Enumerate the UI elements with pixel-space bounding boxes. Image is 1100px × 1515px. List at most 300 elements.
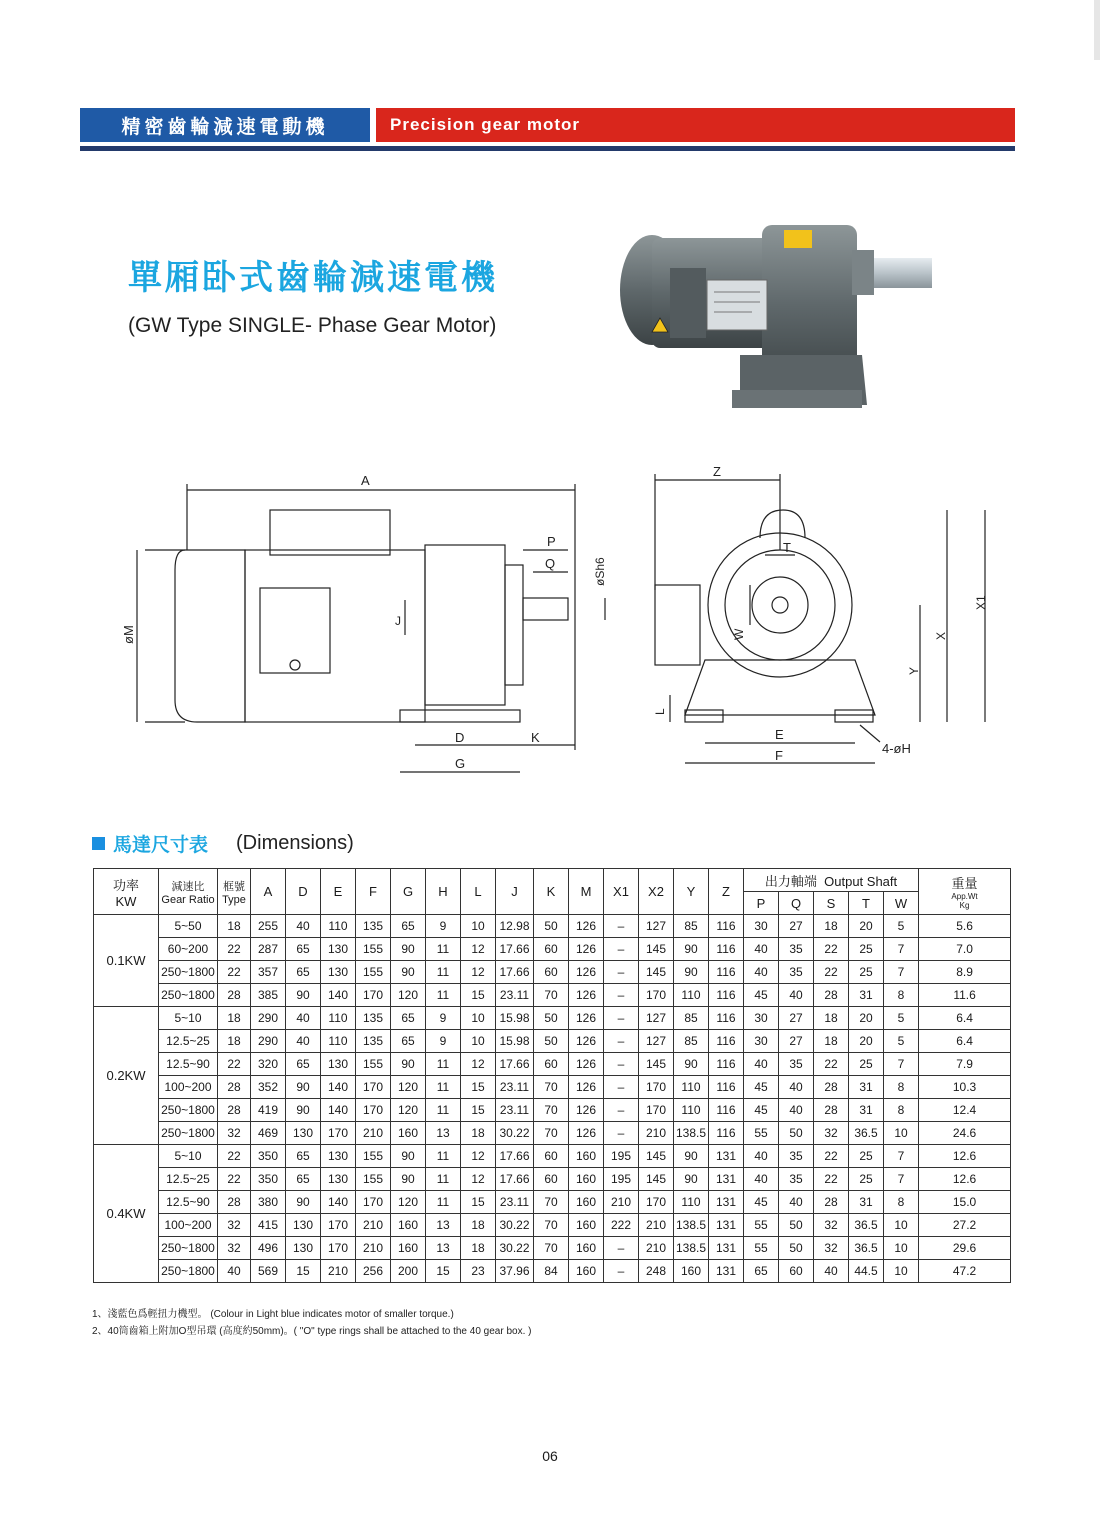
- table-cell: 55: [744, 1214, 779, 1237]
- table-row: [94, 938, 1011, 961]
- table-cell: 160: [569, 1145, 604, 1168]
- front-view: [653, 464, 988, 763]
- table-cell: 90: [674, 1053, 709, 1076]
- table-cell: 23.11: [496, 1099, 534, 1122]
- table-cell: 90: [286, 1191, 321, 1214]
- table-cell: 12.5~90: [159, 1191, 218, 1214]
- table-cell: 17.66: [496, 1145, 534, 1168]
- table-cell: 210: [639, 1122, 674, 1145]
- table-cell: 35: [779, 1053, 814, 1076]
- table-cell: 116: [709, 984, 744, 1007]
- table-cell: 210: [639, 1214, 674, 1237]
- table-row: [94, 1214, 1011, 1237]
- table-cell: 15.98: [496, 1007, 534, 1030]
- table-cell: 31: [849, 1076, 884, 1099]
- table-cell: –: [604, 1053, 639, 1076]
- table-cell: 116: [709, 961, 744, 984]
- table-cell: 210: [321, 1260, 356, 1283]
- label-e: E: [775, 727, 784, 742]
- table-cell: 50: [779, 1214, 814, 1237]
- table-cell: 210: [639, 1237, 674, 1260]
- footnote-1: 1、淺藍色爲輕扭力機型。 (Colour in Light blue indicates motor of smaller torque.): [92, 1309, 454, 1320]
- table-cell: 222: [604, 1214, 639, 1237]
- table-cell: 415: [251, 1214, 286, 1237]
- table-row: [94, 1168, 1011, 1191]
- table-cell: 350: [251, 1145, 286, 1168]
- table-cell: 22: [218, 938, 251, 961]
- table-cell: –: [604, 1076, 639, 1099]
- table-cell: 28: [218, 984, 251, 1007]
- table-cell: 116: [709, 1030, 744, 1053]
- table-cell: 12: [461, 1145, 496, 1168]
- table-cell: 116: [709, 1007, 744, 1030]
- table-cell: 12.6: [919, 1145, 1011, 1168]
- table-cell: 145: [639, 1168, 674, 1191]
- table-cell: 28: [218, 1191, 251, 1214]
- table-cell: 18: [218, 915, 251, 938]
- table-cell: 35: [779, 961, 814, 984]
- table-cell: 40: [744, 1053, 779, 1076]
- table-cell: 23.11: [496, 984, 534, 1007]
- table-cell: 126: [569, 1053, 604, 1076]
- table-cell: 30.22: [496, 1122, 534, 1145]
- table-cell: 40: [779, 1099, 814, 1122]
- table-cell: 110: [321, 1007, 356, 1030]
- header-p: P: [744, 892, 779, 915]
- table-cell: 37.96: [496, 1260, 534, 1283]
- table-cell: 9: [426, 1030, 461, 1053]
- table-cell: 55: [744, 1122, 779, 1145]
- table-cell: 50: [779, 1237, 814, 1260]
- table-cell: 32: [218, 1214, 251, 1237]
- table-cell: 65: [391, 915, 426, 938]
- table-cell: 170: [356, 1076, 391, 1099]
- table-cell: 23: [461, 1260, 496, 1283]
- table-cell: 23.11: [496, 1191, 534, 1214]
- table-cell: 138.5: [674, 1214, 709, 1237]
- table-cell: –: [604, 984, 639, 1007]
- table-cell: 131: [709, 1145, 744, 1168]
- table-cell: 200: [391, 1260, 426, 1283]
- label-l: L: [653, 708, 667, 715]
- table-cell: 28: [814, 1191, 849, 1214]
- table-cell: 35: [779, 1145, 814, 1168]
- table-cell: 11: [426, 1168, 461, 1191]
- table-cell: 250~1800: [159, 1237, 218, 1260]
- table-row: [94, 1076, 1011, 1099]
- header-h: H: [426, 869, 461, 915]
- table-cell: 30: [744, 915, 779, 938]
- table-cell: 31: [849, 984, 884, 1007]
- dimensions-title-en: (Dimensions): [236, 832, 354, 854]
- label-g: G: [455, 756, 466, 771]
- power-cell: 0.4KW: [94, 1145, 159, 1283]
- table-cell: 60: [534, 1053, 569, 1076]
- table-cell: 90: [391, 1168, 426, 1191]
- table-cell: 18: [814, 915, 849, 938]
- table-cell: 30: [744, 1007, 779, 1030]
- table-cell: 7: [884, 1168, 919, 1191]
- label-s: øSh6: [593, 557, 607, 586]
- page-number: 06: [542, 1448, 558, 1464]
- dimension-drawing: [115, 460, 1000, 780]
- table-cell: 138.5: [674, 1237, 709, 1260]
- table-cell: 160: [569, 1260, 604, 1283]
- table-cell: 15: [461, 984, 496, 1007]
- table-cell: 8: [884, 1099, 919, 1122]
- table-cell: 290: [251, 1007, 286, 1030]
- table-cell: 65: [391, 1030, 426, 1053]
- table-cell: 40: [218, 1260, 251, 1283]
- header-q: Q: [779, 892, 814, 915]
- table-cell: 13: [426, 1237, 461, 1260]
- table-cell: 22: [814, 961, 849, 984]
- table-row: [94, 1030, 1011, 1053]
- table-cell: 255: [251, 915, 286, 938]
- table-cell: 131: [709, 1237, 744, 1260]
- table-cell: 140: [321, 984, 356, 1007]
- table-cell: 287: [251, 938, 286, 961]
- table-cell: 195: [604, 1145, 639, 1168]
- table-cell: 25: [849, 1168, 884, 1191]
- power-cell: 0.2KW: [94, 1007, 159, 1145]
- footnote-2: 2、40筒齒箱上附加O型吊環 (高度約50mm)。( "O" type rings shall be attached to the 40 gear box. ): [92, 1326, 532, 1337]
- table-cell: 120: [391, 1076, 426, 1099]
- table-cell: 28: [814, 984, 849, 1007]
- table-cell: 70: [534, 1237, 569, 1260]
- table-cell: 18: [461, 1214, 496, 1237]
- table-cell: 9: [426, 915, 461, 938]
- table-cell: 90: [674, 938, 709, 961]
- table-cell: 22: [218, 961, 251, 984]
- table-cell: 30.22: [496, 1214, 534, 1237]
- table-cell: 256: [356, 1260, 391, 1283]
- table-cell: 70: [534, 984, 569, 1007]
- table-cell: 65: [286, 1053, 321, 1076]
- table-cell: 10: [461, 1030, 496, 1053]
- table-cell: 126: [569, 1099, 604, 1122]
- table-cell: 27: [779, 1007, 814, 1030]
- label-x: X: [934, 631, 948, 640]
- table-cell: 116: [709, 1099, 744, 1122]
- table-cell: 27: [779, 1030, 814, 1053]
- table-cell: 160: [674, 1260, 709, 1283]
- table-cell: 569: [251, 1260, 286, 1283]
- product-title-cn: 單厢卧式齒輪減速電機: [128, 259, 498, 297]
- table-cell: 135: [356, 1030, 391, 1053]
- table-cell: 7: [884, 1053, 919, 1076]
- table-cell: 352: [251, 1076, 286, 1099]
- table-cell: 160: [569, 1168, 604, 1191]
- header-k: K: [534, 869, 569, 915]
- table-cell: 8: [884, 1191, 919, 1214]
- table-cell: 140: [321, 1099, 356, 1122]
- table-cell: 90: [286, 1076, 321, 1099]
- table-cell: 25: [849, 938, 884, 961]
- table-cell: 130: [321, 938, 356, 961]
- table-cell: 496: [251, 1237, 286, 1260]
- table-cell: 160: [569, 1214, 604, 1237]
- table-cell: 18: [814, 1007, 849, 1030]
- header-z: Z: [709, 869, 744, 915]
- table-cell: 12.4: [919, 1099, 1011, 1122]
- table-cell: 140: [321, 1076, 356, 1099]
- table-cell: 11: [426, 1076, 461, 1099]
- square-bullet-icon: [92, 837, 105, 850]
- table-cell: 18: [814, 1030, 849, 1053]
- label-j: J: [395, 614, 401, 628]
- header-band: [80, 108, 1015, 142]
- table-cell: 40: [286, 1007, 321, 1030]
- header-x1: X1: [604, 869, 639, 915]
- table-cell: 65: [286, 938, 321, 961]
- table-cell: 145: [639, 938, 674, 961]
- table-cell: –: [604, 915, 639, 938]
- page-edge: [1094, 0, 1100, 60]
- table-cell: 145: [639, 1053, 674, 1076]
- table-cell: 45: [744, 1076, 779, 1099]
- table-cell: 155: [356, 938, 391, 961]
- table-row: [94, 1099, 1011, 1122]
- table-cell: 170: [639, 1099, 674, 1122]
- header-l: L: [461, 869, 496, 915]
- table-cell: 35: [779, 1168, 814, 1191]
- table-cell: 170: [639, 1076, 674, 1099]
- table-cell: 12: [461, 1168, 496, 1191]
- table-cell: 12.5~25: [159, 1168, 218, 1191]
- table-cell: 155: [356, 1145, 391, 1168]
- table-cell: 13: [426, 1122, 461, 1145]
- table-cell: 127: [639, 915, 674, 938]
- header-w: W: [884, 892, 919, 915]
- table-cell: 45: [744, 1191, 779, 1214]
- table-cell: 100~200: [159, 1214, 218, 1237]
- table-cell: 10: [884, 1237, 919, 1260]
- table-cell: 170: [356, 984, 391, 1007]
- table-cell: 7.9: [919, 1053, 1011, 1076]
- table-cell: 7: [884, 938, 919, 961]
- table-cell: 138.5: [674, 1122, 709, 1145]
- dimensions-title-cn: 馬達尺寸表: [113, 835, 209, 856]
- table-cell: 10: [461, 1007, 496, 1030]
- header-title-cn: 精密齒輪減速電動機: [80, 108, 370, 142]
- side-view: [121, 473, 607, 772]
- table-cell: 126: [569, 1076, 604, 1099]
- table-cell: 160: [569, 1237, 604, 1260]
- table-cell: 65: [286, 961, 321, 984]
- header-e: E: [321, 869, 356, 915]
- table-cell: 22: [218, 1168, 251, 1191]
- table-cell: 22: [814, 938, 849, 961]
- table-cell: 12.5~25: [159, 1030, 218, 1053]
- table-cell: 5~10: [159, 1007, 218, 1030]
- table-cell: 40: [744, 1168, 779, 1191]
- table-cell: 28: [814, 1076, 849, 1099]
- table-cell: 250~1800: [159, 961, 218, 984]
- table-cell: 127: [639, 1007, 674, 1030]
- table-cell: 145: [639, 961, 674, 984]
- table-cell: 70: [534, 1076, 569, 1099]
- table-cell: 40: [744, 961, 779, 984]
- table-cell: 116: [709, 938, 744, 961]
- table-cell: 10: [461, 915, 496, 938]
- table-cell: 90: [391, 1053, 426, 1076]
- table-cell: 60: [534, 938, 569, 961]
- table-cell: 100~200: [159, 1076, 218, 1099]
- label-z: Z: [713, 464, 721, 479]
- table-cell: 90: [286, 1099, 321, 1122]
- table-cell: 116: [709, 1076, 744, 1099]
- table-cell: 7: [884, 1145, 919, 1168]
- table-cell: 65: [391, 1007, 426, 1030]
- table-cell: 32: [814, 1122, 849, 1145]
- table-cell: 248: [639, 1260, 674, 1283]
- table-cell: 11: [426, 1099, 461, 1122]
- table-cell: 160: [391, 1214, 426, 1237]
- table-cell: 110: [674, 1191, 709, 1214]
- table-cell: 110: [321, 1030, 356, 1053]
- table-cell: –: [604, 938, 639, 961]
- table-cell: 25: [849, 1145, 884, 1168]
- table-cell: 170: [639, 1191, 674, 1214]
- table-cell: 65: [286, 1168, 321, 1191]
- table-cell: 36.5: [849, 1122, 884, 1145]
- table-cell: 250~1800: [159, 1260, 218, 1283]
- table-cell: 130: [321, 1168, 356, 1191]
- table-cell: 12.98: [496, 915, 534, 938]
- table-cell: 31: [849, 1191, 884, 1214]
- table-header: [94, 869, 1011, 915]
- table-cell: 85: [674, 915, 709, 938]
- header-j: J: [496, 869, 534, 915]
- table-cell: 5: [884, 1030, 919, 1053]
- motor-photo: [612, 210, 942, 420]
- table-cell: 65: [286, 1145, 321, 1168]
- table-cell: 210: [604, 1191, 639, 1214]
- table-cell: 130: [286, 1122, 321, 1145]
- table-cell: 8: [884, 1076, 919, 1099]
- table-cell: 357: [251, 961, 286, 984]
- table-cell: –: [604, 1007, 639, 1030]
- table-cell: 126: [569, 1122, 604, 1145]
- table-cell: 50: [534, 1007, 569, 1030]
- table-cell: 22: [814, 1168, 849, 1191]
- label-x1: X1: [974, 595, 988, 610]
- table-row: [94, 984, 1011, 1007]
- table-cell: 110: [674, 1076, 709, 1099]
- table-cell: 29.6: [919, 1237, 1011, 1260]
- table-row: [94, 1260, 1011, 1283]
- table-cell: 40: [779, 1076, 814, 1099]
- table-cell: 44.5: [849, 1260, 884, 1283]
- table-cell: 250~1800: [159, 984, 218, 1007]
- table-cell: 27: [779, 915, 814, 938]
- table-cell: 11: [426, 1191, 461, 1214]
- label-d: D: [455, 730, 465, 745]
- table-cell: 469: [251, 1122, 286, 1145]
- table-cell: –: [604, 1122, 639, 1145]
- table-cell: 23.11: [496, 1076, 534, 1099]
- table-cell: 32: [218, 1122, 251, 1145]
- table-cell: –: [604, 1030, 639, 1053]
- table-cell: 170: [321, 1214, 356, 1237]
- header-ratio: 減速比 Gear Ratio: [159, 869, 218, 915]
- table-cell: 20: [849, 1007, 884, 1030]
- table-cell: 140: [321, 1191, 356, 1214]
- table-cell: 12.6: [919, 1168, 1011, 1191]
- table-cell: 195: [604, 1168, 639, 1191]
- table-cell: 70: [534, 1214, 569, 1237]
- table-cell: 40: [814, 1260, 849, 1283]
- label-p: P: [547, 534, 556, 549]
- table-cell: –: [604, 1260, 639, 1283]
- table-cell: 17.66: [496, 938, 534, 961]
- table-cell: 320: [251, 1053, 286, 1076]
- table-cell: 155: [356, 961, 391, 984]
- header-a: A: [251, 869, 286, 915]
- table-row: [94, 915, 1011, 938]
- table-cell: 70: [534, 1122, 569, 1145]
- table-cell: 15: [461, 1099, 496, 1122]
- table-cell: 60: [534, 1168, 569, 1191]
- header-y: Y: [674, 869, 709, 915]
- table-cell: –: [604, 1237, 639, 1260]
- table-cell: 90: [391, 938, 426, 961]
- table-cell: 126: [569, 915, 604, 938]
- table-cell: 116: [709, 1053, 744, 1076]
- table-cell: 18: [218, 1030, 251, 1053]
- table-cell: 40: [779, 1191, 814, 1214]
- table-cell: 60: [534, 1145, 569, 1168]
- table-cell: 50: [534, 915, 569, 938]
- table-cell: 170: [356, 1191, 391, 1214]
- table-row: [94, 1237, 1011, 1260]
- table-row: [94, 961, 1011, 984]
- table-cell: 160: [391, 1237, 426, 1260]
- table-cell: 130: [286, 1214, 321, 1237]
- table-cell: 8: [884, 984, 919, 1007]
- table-cell: 135: [356, 1007, 391, 1030]
- table-cell: 11: [426, 1053, 461, 1076]
- table-cell: 36.5: [849, 1237, 884, 1260]
- table-cell: 45: [744, 984, 779, 1007]
- table-cell: 32: [814, 1214, 849, 1237]
- table-cell: 130: [321, 1145, 356, 1168]
- header-f: F: [356, 869, 391, 915]
- table-cell: –: [604, 961, 639, 984]
- label-q: Q: [545, 556, 556, 571]
- table-cell: 55: [744, 1237, 779, 1260]
- table-cell: 385: [251, 984, 286, 1007]
- table-cell: 60~200: [159, 938, 218, 961]
- table-cell: 25: [849, 1053, 884, 1076]
- table-cell: 7.0: [919, 938, 1011, 961]
- dimensions-heading: [92, 830, 354, 857]
- table-cell: 40: [286, 1030, 321, 1053]
- table-cell: 50: [534, 1030, 569, 1053]
- table-cell: 155: [356, 1053, 391, 1076]
- label-h: 4-øH: [882, 741, 911, 756]
- table-cell: 6.4: [919, 1007, 1011, 1030]
- table-cell: 15: [461, 1076, 496, 1099]
- table-cell: 10: [884, 1214, 919, 1237]
- product-title-en: (GW Type SINGLE- Phase Gear Motor): [128, 314, 497, 337]
- table-cell: 40: [744, 938, 779, 961]
- table-cell: 250~1800: [159, 1099, 218, 1122]
- table-cell: 85: [674, 1030, 709, 1053]
- label-t: T: [783, 540, 791, 555]
- table-cell: 160: [569, 1191, 604, 1214]
